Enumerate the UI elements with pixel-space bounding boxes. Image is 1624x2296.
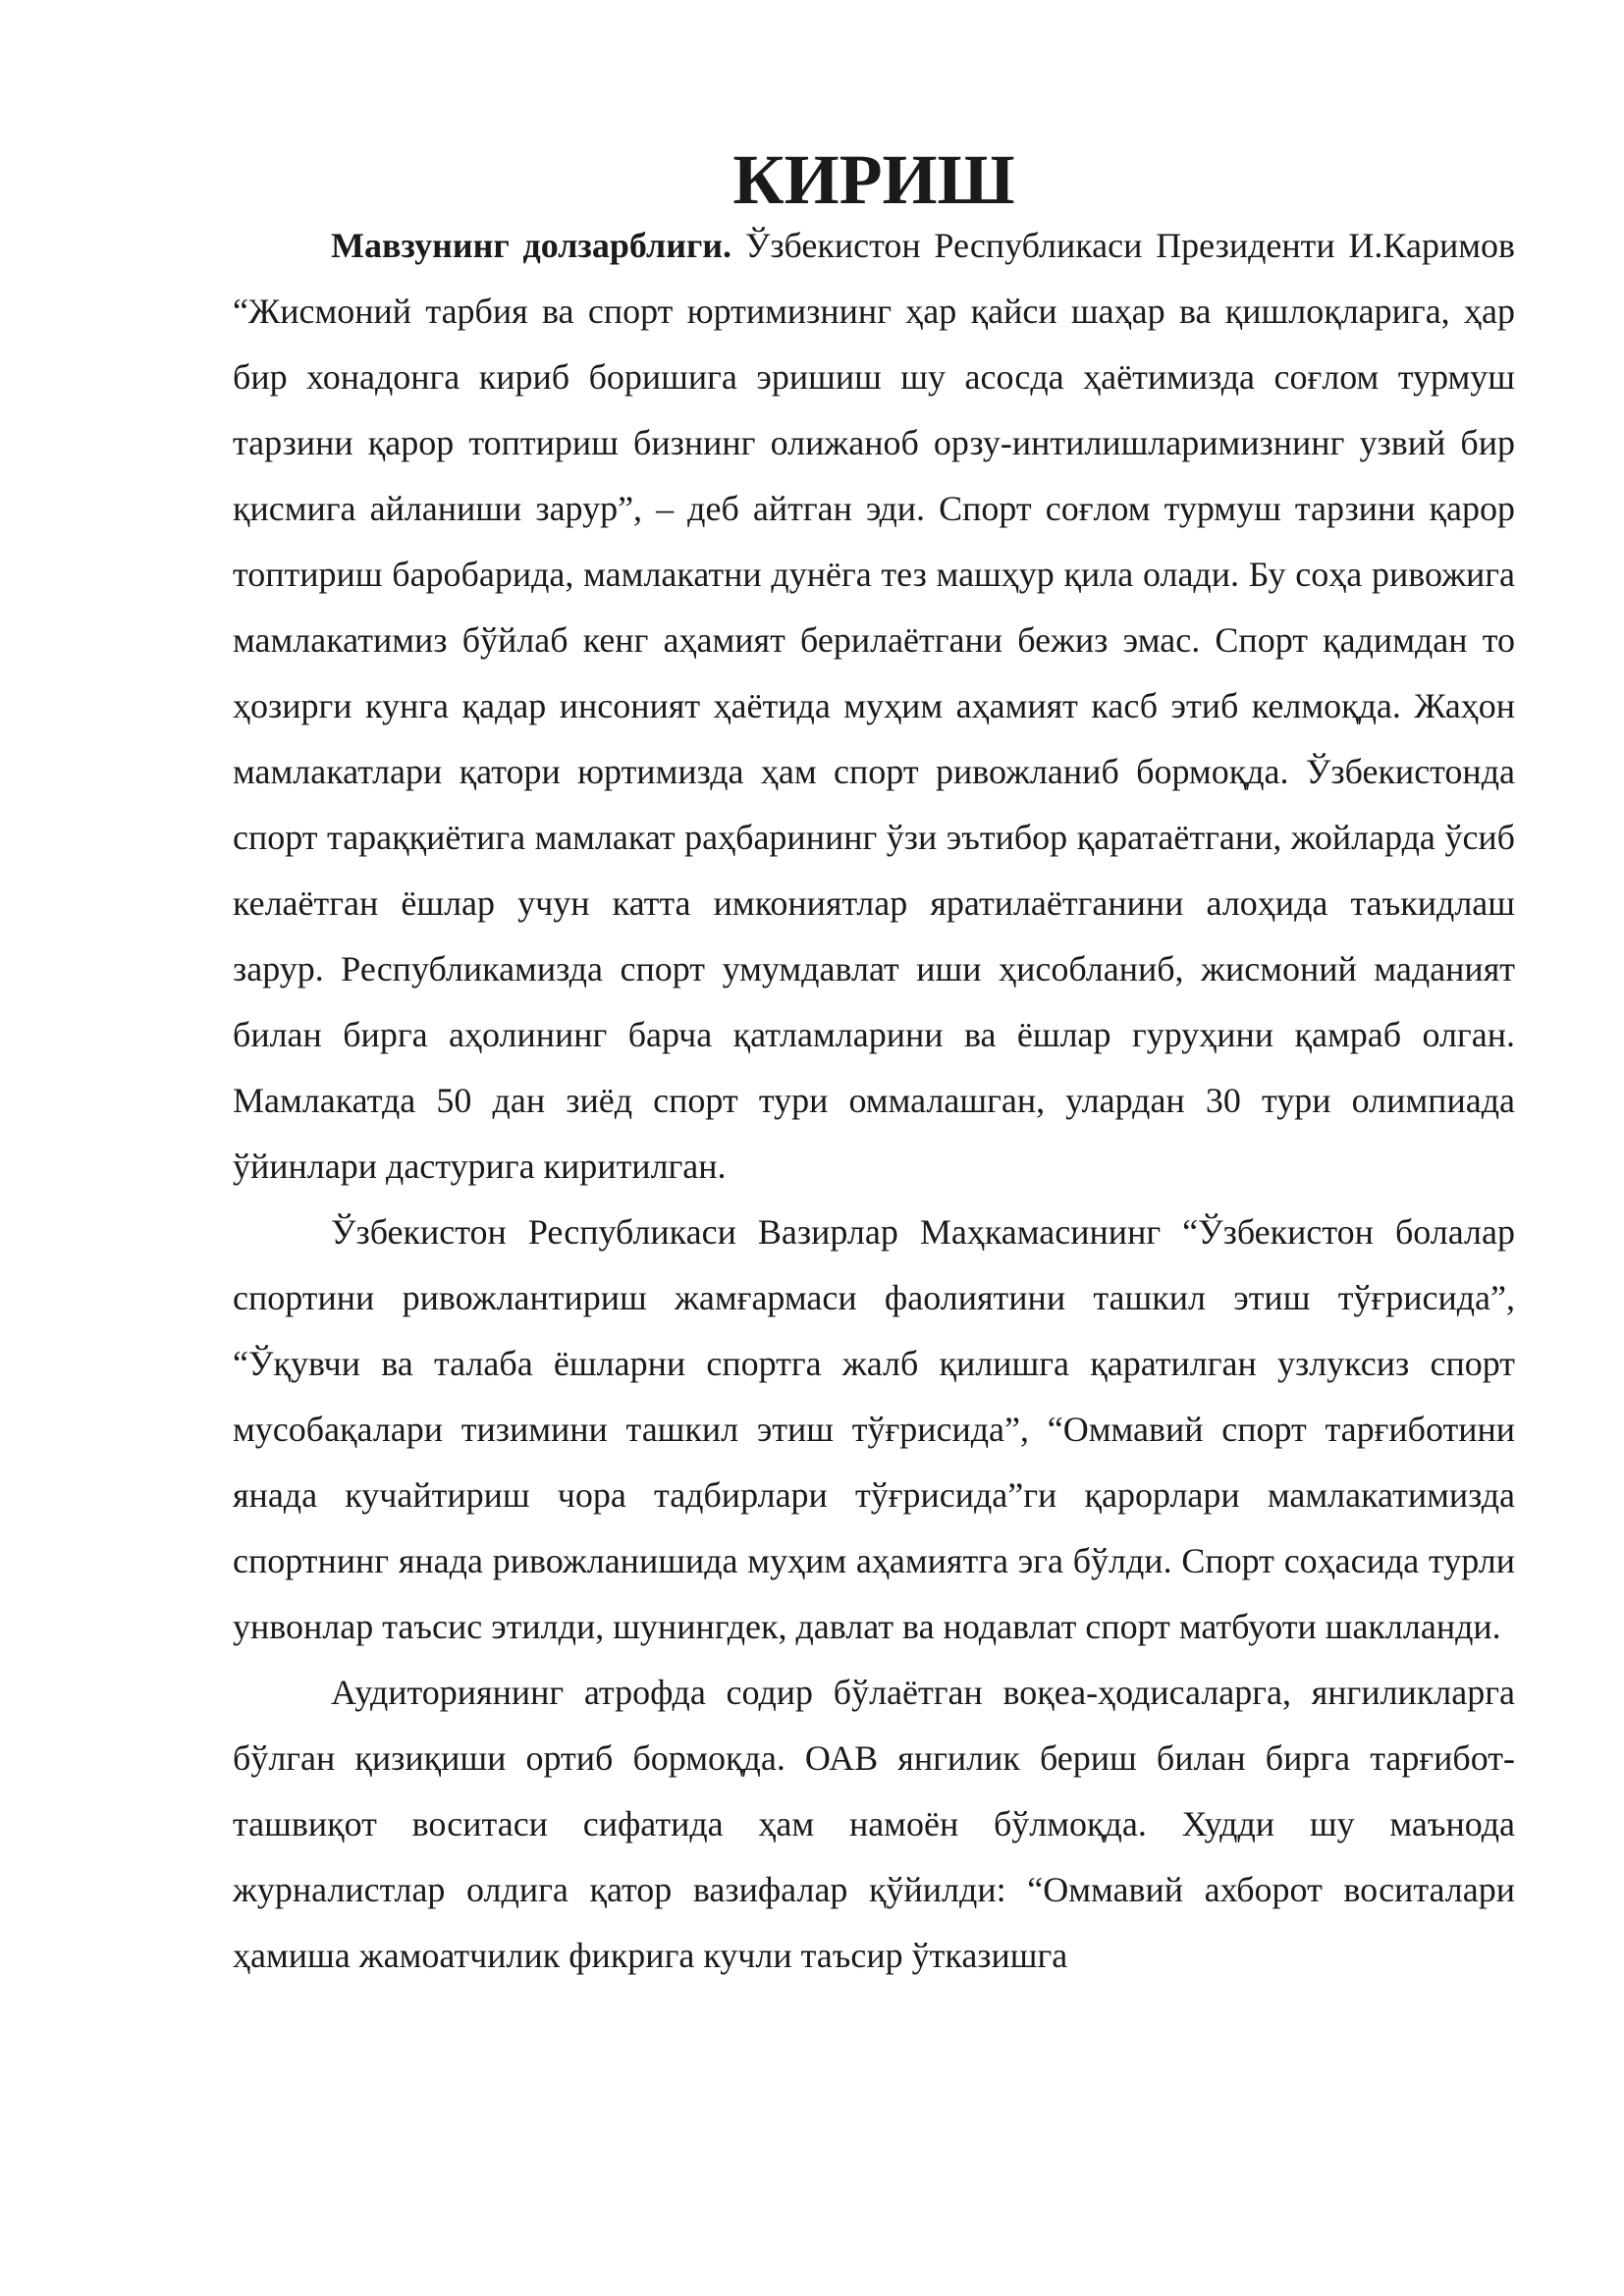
document-page — [233, 140, 1515, 1989]
section-heading: КИРИШ — [732, 140, 1015, 219]
paragraph-resolutions: Ўзбекистон Республикаси Вазирлар Маҳкамасининг “Ўзбекистон болалар спортини ривожлантириш жамғармаси фаолиятини ташкил этиш тўғрисида”, “Ўқувчи ва талаба ёшларни спортга жалб қилишга қаратилган узлуксиз спорт мусобақалари тизимини ташкил этиш тўғрисида”, “Оммавий спорт тарғиботини янада кучайтириш чора тадбирлари тўғрисида”ги қарорлари мамлакатимизда спортнинг янада ривожланишида муҳим аҳамиятга эга бўлди. Спорт соҳасида турли унвонлар таъсис этилди, шунингдек, давлат ва нодавлат спорт матбуоти шаклланди. — [233, 1212, 1515, 1646]
paragraph-lead: Мавзунинг долзарблиги. — [331, 226, 732, 265]
paragraph-relevance — [233, 213, 1515, 1200]
paragraph-audience: Аудиториянинг атрофда содир бўлаётган воқеа-ҳодисаларга, янгиликларга бўлган қизиқиши ортиб бормоқда. ОАВ янгилик бериш билан бирга тарғибот-ташвиқот воситаси сифатида ҳам намоён бўлмоқда. Худди шу маънода журналистлар олдига қатор вазифалар қўйилди: “Оммавий ахборот воситалари ҳамиша жамоатчилик фикрига кучли таъсир ўтказишга — [233, 1673, 1515, 1975]
paragraph-body: Ўзбекистон Республикаси Президенти И.Каримов “Жисмоний тарбия ва спорт юртимизнинг ҳар қайси шаҳар ва қишлоқларига, ҳар бир хонадонга кириб боришига эришиш шу асосда ҳаётимизда соғлом турмуш тарзини қарор топтириш бизнинг олижаноб орзу-интилишларимизнинг узвий бир қисмига айланиши зарур”, – деб айтган эди. Спорт соғлом турмуш тарзини қарор топтириш баробарида, мамлакатни дунёга тез машҳур қила олади. Бу соҳа ривожига мамлакатимиз бўйлаб кенг аҳамият берилаётгани бежиз эмас. Спорт қадимдан то ҳозирги кунга қадар инсоният ҳаётида муҳим аҳамият касб этиб келмоқда. Жаҳон мамлакатлари қатори юртимизда ҳам спорт ривожланиб бормоқда. Ўзбекистонда спорт тараққиётига мамлакат раҳбарининг ўзи эътибор қаратаётгани, жойларда ўсиб келаётган ёшлар учун катта имкониятлар яратилаётганини алоҳида таъкидлаш зарур. Республикамизда спорт умумдавлат иши ҳисобланиб, жисмоний маданият билан бирга аҳолининг барча қатламларини ва ёшлар гуруҳини қамраб олган. Мамлакатда 50 дан зиёд спорт тури оммалашган, улардан 30 тури олимпиада ўйинлари дастурига киритилган. — [233, 226, 1515, 1186]
